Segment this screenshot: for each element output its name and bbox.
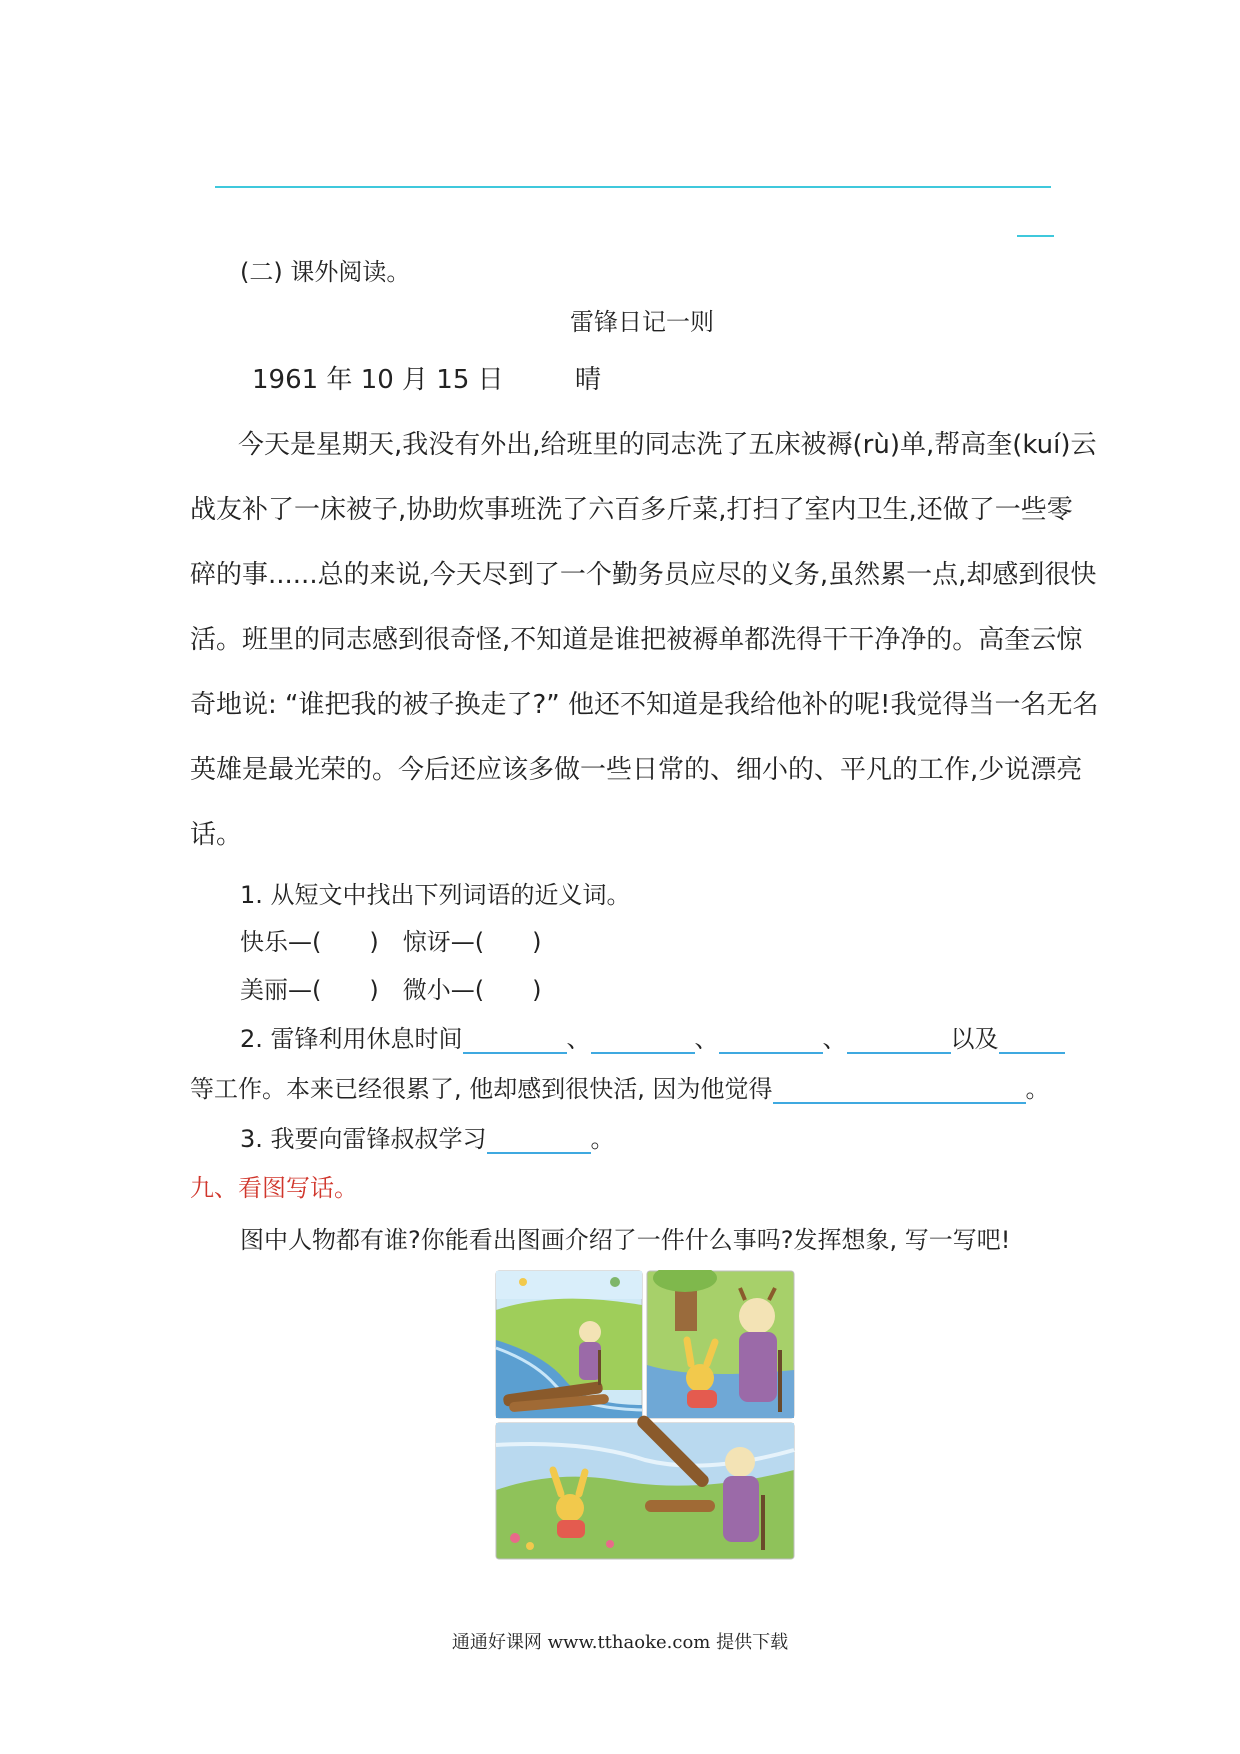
question-2-line2 [190,1074,1050,1104]
question-3 [240,1124,615,1154]
answer-blank[interactable] [773,1076,1026,1104]
answer-blank[interactable] [847,1026,951,1054]
answer-blank[interactable] [487,1126,591,1154]
separator: 、 [822,1025,847,1053]
article-line: 战友补了一床被子,协助炊事班洗了六百多斤菜,打扫了室内卫生,还做了一些零 [190,495,1073,525]
article-line: 今天是星期天,我没有外出,给班里的同志洗了五床被褥(rù)单,帮高奎(kuí)云 [238,430,1097,460]
question-3-end: 。 [590,1125,615,1153]
section9-prompt: 图中人物都有谁?你能看出图画介绍了一件什么事吗?发挥想象, 写一写吧! [240,1226,1011,1254]
header-rule-short [1017,235,1054,237]
answer-blank[interactable] [463,1026,567,1054]
article-line: 活。班里的同志感到很奇怪,不知道是谁把被褥单都洗得干干净净的。高奎云惊 [190,625,1083,655]
question-1-row2: 美丽—( ) 微小—( ) [240,976,542,1004]
comic-illustration [495,1270,795,1560]
header-rule [215,186,1051,188]
article-date: 1961 年 10 月 15 日 [252,365,504,395]
question-2 [240,1024,1065,1054]
comic-panel-3 [496,1413,794,1559]
section2-heading: (二) 课外阅读。 [240,258,411,286]
separator: 、 [694,1025,719,1053]
article-title: 雷锋日记一则 [570,308,714,336]
answer-blank[interactable] [719,1026,823,1054]
answer-blank[interactable] [591,1026,695,1054]
article-line: 英雄是最光荣的。今后还应该多做一些日常的、细小的、平凡的工作,少说漂亮 [190,755,1083,785]
article-line: 话。 [190,820,243,850]
article-line: 碎的事......总的来说,今天尽到了一个勤务员应尽的义务,虽然累一点,却感到很快 [190,560,1097,590]
comic-panel-2 [647,1270,794,1418]
footer-credit: 通通好课网 www.tthaoke.com 提供下载 [451,1632,789,1653]
question-2-line2-text: 等工作。本来已经很累了, 他却感到很快活, 因为他觉得 [190,1075,773,1103]
section9-heading: 九、看图写话。 [190,1174,358,1202]
answer-blank[interactable] [999,1026,1065,1054]
separator: 、 [566,1025,591,1053]
question-1-row1: 快乐—( ) 惊讶—( ) [240,928,542,956]
article-line: 奇地说: “谁把我的被子换走了?” 他还不知道是我给他补的呢!我觉得当一名无名 [190,690,1099,720]
question-2-start: 2. 雷锋利用休息时间 [240,1025,463,1053]
comic-panel-1 [496,1271,642,1418]
article-weather: 晴 [575,365,602,395]
question-3-text: 3. 我要向雷锋叔叔学习 [240,1125,487,1153]
question-1: 1. 从短文中找出下列词语的近义词。 [240,881,631,909]
question-2-end: 。 [1025,1075,1050,1103]
comic-image [495,1270,795,1560]
question-2-mid: 以及 [950,1025,999,1053]
